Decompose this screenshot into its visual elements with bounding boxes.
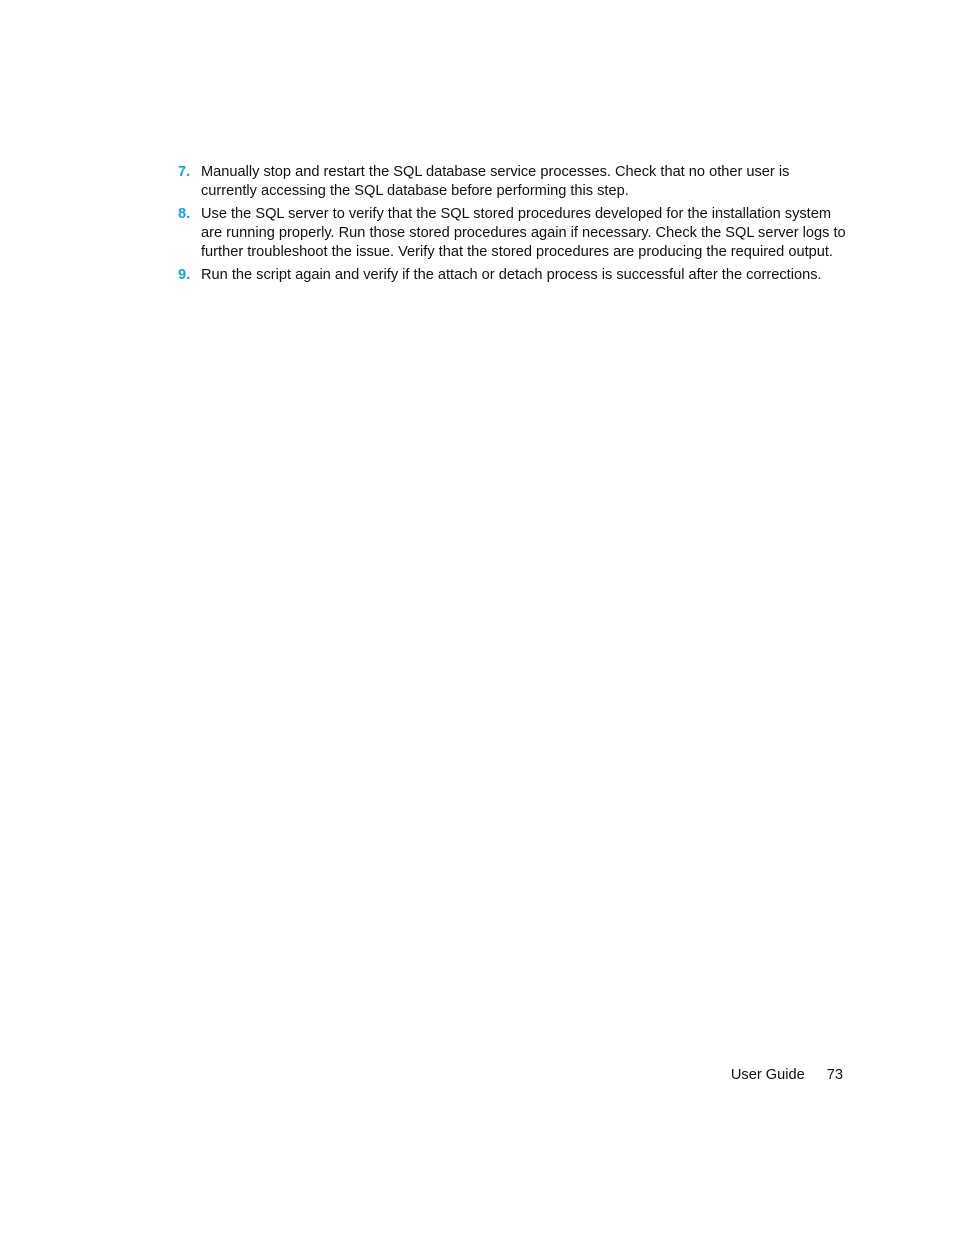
step-item (178, 205, 846, 262)
page-number: 73 (826, 1067, 843, 1083)
step-number: 9. (178, 267, 191, 283)
step-text: Run the script again and verify if the attach or detach process is successful after the corrections. (201, 267, 822, 283)
step-number: 7. (178, 164, 191, 180)
footer-doc-title: User Guide (730, 1067, 805, 1083)
step-text: Manually stop and restart the SQL database service processes. Check that no other user is currently accessing the SQL database before performing this step. (201, 164, 790, 199)
step-item (178, 163, 846, 201)
procedure-steps (178, 163, 846, 289)
step-item (178, 266, 846, 285)
step-number: 8. (178, 206, 191, 222)
page-footer (731, 1066, 843, 1085)
step-text: Use the SQL server to verify that the SQL stored procedures developed for the installation system are running properly. Run those stored procedures again if necessary. Check the SQL server logs to further troubleshoot the issue. Verify that the stored procedures are producing the required output. (201, 206, 846, 260)
